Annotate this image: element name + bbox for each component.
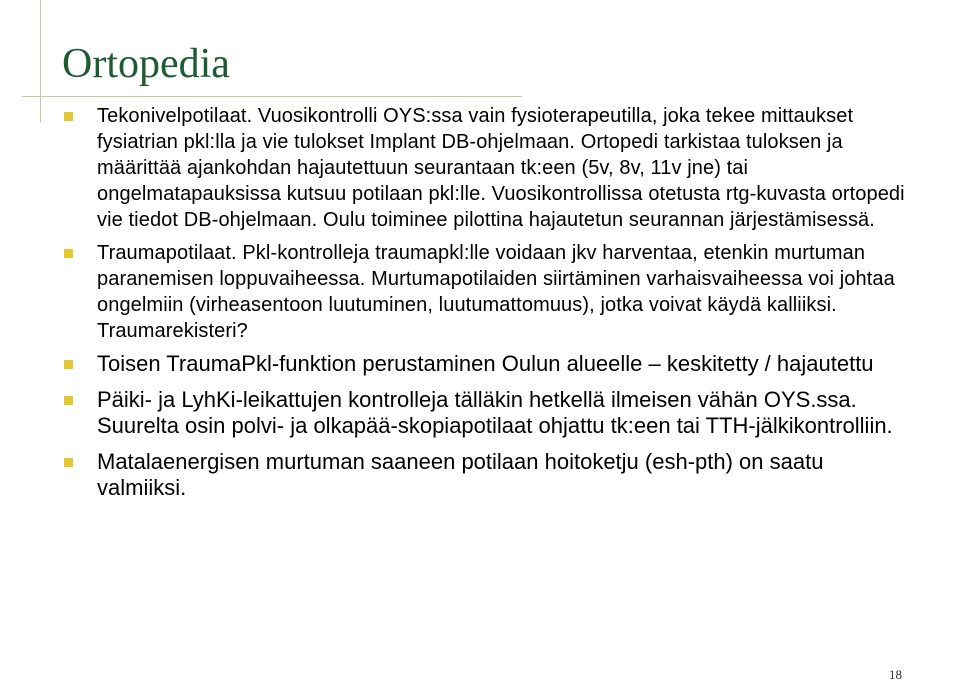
square-bullet-icon [64, 458, 73, 467]
bullet-item-traumapkl [64, 351, 914, 377]
bullet-text: Päiki- ja LyhKi-leikattujen kontrolleja tälläkin hetkellä ilmeisen vähän OYS.ssa. Suurelta osin polvi- ja olkapää-skopiapotilaat ohjattu tk:een tai TTH-jälkikontrolliin. [97, 387, 893, 438]
slide-page-number: 18 [889, 667, 902, 682]
bullet-text: Tekonivelpotilaat. Vuosikontrolli OYS:ssa vain fysioterapeutilla, joka tekee mittaukset fysiatrian pkl:lla ja vie tulokset Implant DB-ohjelmaan. Ortopedi tarkistaa tuloksen ja määrittää ajankohdan hajautettuun seurantaan tk:een (5v, 8v, 11v jne) tai ongelmatapauksissa kutsuu potilaan pkl:lle. Vuosikontrollissa otetusta rtg-kuvasta ortopedi vie tiedot DB-ohjelmaan. Oulu toiminee pilottina hajautetun seurannan järjestämisessä. [97, 105, 905, 231]
decorative-horizontal-line [22, 96, 522, 97]
bullet-item-paiki [64, 387, 914, 439]
bullet-list [64, 103, 914, 511]
bullet-item-tekonivel [64, 103, 914, 233]
decorative-vertical-line [40, 0, 41, 122]
bullet-text: Traumapotilaat. Pkl-kontrolleja traumapkl:lle voidaan jkv harventaa, etenkin murtuman paranemisen loppuvaiheessa. Murtumapotilaiden siirtäminen varhaisvaiheessa voi johtaa ongelmiin (virheasentoon luutuminen, luutumattomuus), jotka voivat käydä kalliiksi. Traumarekisteri? [97, 242, 895, 342]
square-bullet-icon [64, 112, 73, 121]
bullet-text: Matalaenergisen murtuman saaneen potilaan hoitoketju (esh-pth) on saatu valmiiksi. [97, 449, 824, 500]
square-bullet-icon [64, 249, 73, 258]
square-bullet-icon [64, 360, 73, 369]
bullet-text: Toisen TraumaPkl-funktion perustaminen Oulun alueelle – keskitetty / hajautettu [97, 351, 874, 376]
bullet-item-trauma [64, 240, 914, 344]
bullet-item-matalaenerginen [64, 449, 914, 501]
square-bullet-icon [64, 396, 73, 405]
slide-title: Ortopedia [62, 41, 230, 87]
